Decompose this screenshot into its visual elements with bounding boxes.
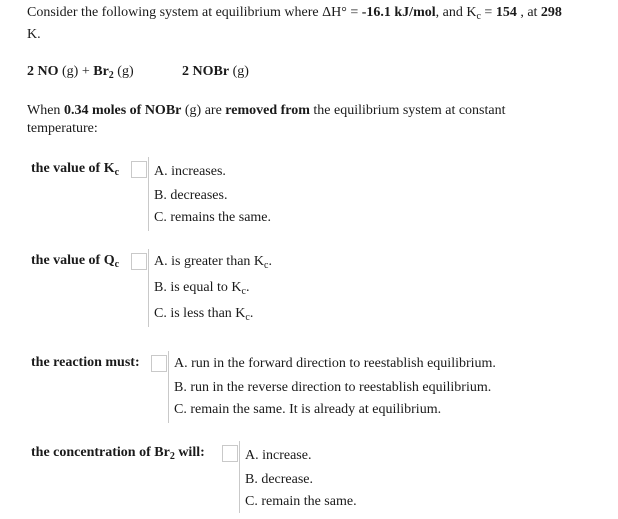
q2-label-text: the value of Q [31, 253, 115, 268]
q4-label-subscript: 2 [169, 451, 175, 462]
br2-subscript: 2 [108, 70, 114, 81]
q4-option-c: C. remain the same. [245, 494, 357, 509]
intro-text-eq: = [480, 5, 496, 20]
q2-label [31, 253, 119, 269]
q2-option-a-subscript: c [264, 260, 269, 271]
reaction-product [182, 64, 249, 80]
q2-divider [148, 249, 149, 327]
removed-amount: 0.34 moles of NOBr [63, 103, 182, 118]
q4-label-suffix: will: [174, 445, 205, 460]
q4-label [31, 445, 205, 461]
q2-option-a-text: A. is greater than K [154, 254, 265, 269]
perturbation-text-end: the equilibrium system at constant [309, 103, 506, 118]
q1-option-c: C. remains the same. [154, 210, 272, 225]
q1-divider [148, 157, 149, 231]
q2-option-b [154, 280, 249, 296]
intro-text-k: , and K [435, 5, 477, 20]
q3-divider [168, 351, 169, 423]
reactant-br2: Br [93, 64, 109, 79]
q2-option-c-period: . [249, 306, 254, 321]
q3-answer-box[interactable] [151, 355, 167, 372]
q3-option-b: B. run in the reverse direction to reestablish equilibrium. [174, 380, 492, 395]
q4-option-a: A. increase. [245, 448, 312, 463]
q2-option-a-period: . [268, 254, 272, 269]
delta-h-value: -16.1 kJ/mol [361, 5, 436, 20]
q1-option-a: A. increases. [154, 164, 226, 179]
q1-label [31, 161, 119, 177]
temperature-value: 298 [540, 5, 562, 20]
product-nobr: 2 NOBr [182, 64, 230, 79]
problem-statement-line1 [27, 5, 562, 21]
q2-option-c-text: C. is less than K [154, 306, 246, 321]
perturbation-action: removed from [225, 103, 310, 118]
intro-text: Consider the following system at equilibrium where ΔH° = [27, 5, 362, 20]
q2-option-a [154, 254, 272, 270]
q3-label: the reaction must: [31, 355, 140, 370]
q1-label-subscript: c [114, 167, 120, 178]
q3-option-c: C. remain the same. It is already at equilibrium. [174, 402, 442, 417]
q2-answer-box[interactable] [131, 253, 147, 270]
q2-option-c-subscript: c [245, 312, 250, 323]
q2-option-b-text: B. is equal to K [154, 280, 242, 295]
intro-text-at: , at [516, 5, 541, 20]
kc-subscript: c [476, 11, 481, 22]
product-nobr-phase: (g) [229, 64, 249, 79]
q2-label-subscript: c [114, 259, 120, 270]
problem-statement-line2: K. [27, 27, 41, 42]
perturbation-text-mid: (g) are [181, 103, 226, 118]
perturbation-text: When [27, 103, 64, 118]
q4-label-text: the concentration of Br [31, 445, 170, 460]
q2-option-b-period: . [245, 280, 250, 295]
reactant-no-phase: (g) + [58, 64, 94, 79]
q2-option-b-subscript: c [241, 286, 246, 297]
perturbation-line2: temperature: [27, 121, 98, 136]
q2-option-c [154, 306, 253, 322]
perturbation-line1 [27, 103, 506, 119]
reactant-br2-phase: (g) [113, 64, 134, 79]
q4-divider [239, 441, 240, 513]
kc-value: 154 [495, 5, 517, 20]
q4-option-b: B. decrease. [245, 472, 314, 487]
q1-answer-box[interactable] [131, 161, 147, 178]
q3-option-a: A. run in the forward direction to reestablish equilibrium. [174, 356, 496, 371]
reaction-equation [27, 64, 134, 80]
q4-answer-box[interactable] [222, 445, 238, 462]
q1-option-b: B. decreases. [154, 188, 228, 203]
q1-label-text: the value of K [31, 161, 115, 176]
reactant-no: 2 NO [27, 64, 59, 79]
